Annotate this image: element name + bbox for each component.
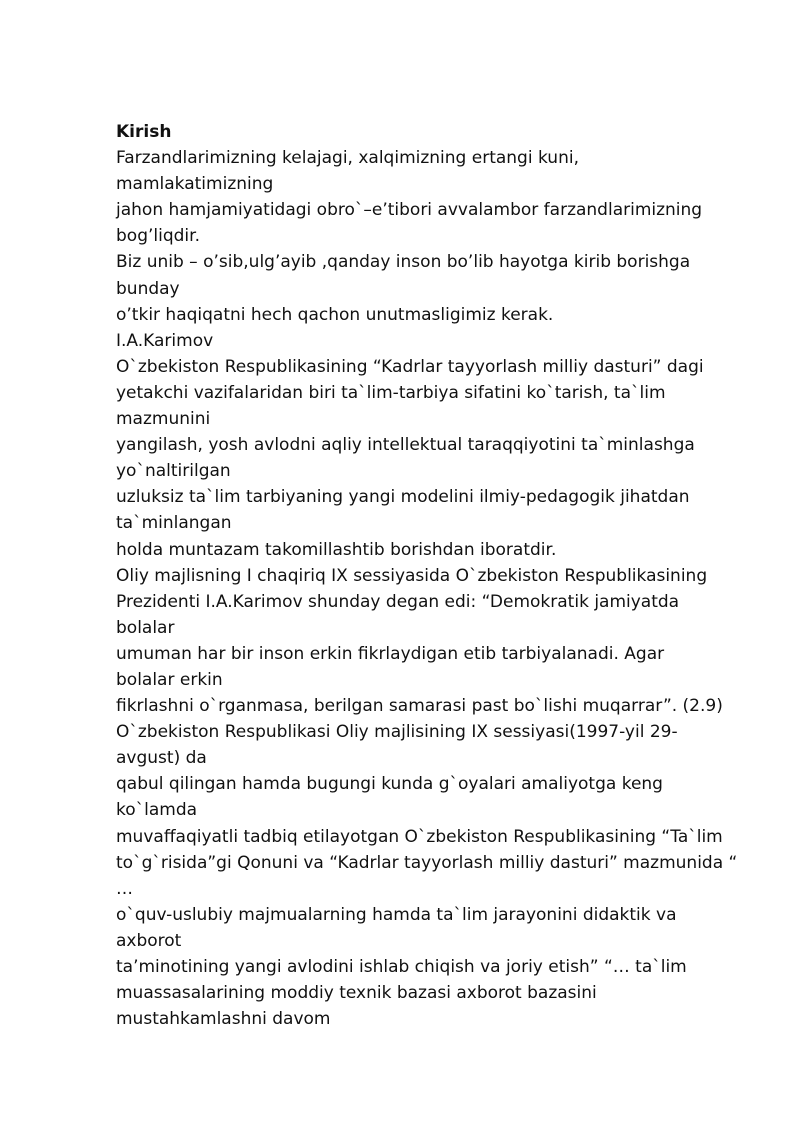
text-line: bolalar [116,617,175,638]
text-line: qabul qilingan hamda bugungi kunda g`oyalari amaliyotga keng [116,774,663,795]
text-line: o`quv-uslubiy majmualarning hamda ta`lim jarayonini didaktik va [116,904,677,925]
document-body [116,119,756,1032]
section-heading: Kirish [116,122,172,142]
text-line: uzluksiz ta`lim tarbiyaning yangi modelini ilmiy-pedagogik jihatdan [116,487,690,508]
text-line: muvaffaqiyatli tadbiq etilayotgan O`zbekiston Respublikasining “Ta`lim [116,826,723,847]
text-line: yetakchi vazifalaridan biri ta`lim-tarbiya sifatini ko`tarish, ta`lim [116,382,666,403]
text-line: to`g`risida”gi Qonuni va “Kadrlar tayyorlash milliy dasturi” mazmunida “ [116,852,738,873]
author-attribution: I.A.Karimov [116,330,214,351]
text-line: ta`minlangan [116,513,232,534]
text-line: ko`lamda [116,800,198,821]
text-line: yo`naltirilgan [116,461,231,482]
text-line: ta’minotining yangi avlodini ishlab chiqish va joriy etish” “… ta`lim [116,957,687,977]
text-line: … [116,878,133,899]
text-line: bolalar erkin [116,669,223,690]
text-line: O`zbekiston Respublikasining “Kadrlar tayyorlash milliy dasturi” dagi [116,356,704,377]
text-line: fikrlashni o`rganmasa, berilgan samarasi past bo`lishi muqarrar”. (2.9) [116,696,723,717]
text-line: umuman har bir inson erkin fikrlaydigan etib tarbiyalanadi. Agar [116,643,665,664]
text-line: axborot [116,930,182,951]
text-line: jahon hamjamiyatidagi obro`–e’tibori avvalambor farzandlarimizning [116,200,703,221]
text-line: Farzandlarimizning kelajagi, xalqimizning ertangi kuni, [116,148,579,169]
text-line: avgust) da [116,748,207,769]
text-line: Prezidenti I.A.Karimov shunday degan edi: “Demokratik jamiyatda [116,591,680,612]
text-line: mamlakatimizning [116,174,274,195]
text-line: yangilash, yosh avlodni aqliy intellektual taraqqiyotini ta`minlashga [116,435,695,456]
text-line: O`zbekiston Respublikasi Oliy majlisining IX sessiyasi(1997-yil 29- [116,722,678,743]
text-line: o’tkir haqiqatni hech qachon unutmasligimiz kerak. [116,304,554,325]
text-line: muassasalarining moddiy texnik bazasi axborot bazasini [116,983,597,1004]
text-line: holda muntazam takomillashtib borishdan iboratdir. [116,539,557,560]
text-line: mustahkamlashni davom [116,1009,331,1030]
text-line: bunday [116,278,180,299]
text-line: bog’liqdir. [116,226,200,247]
text-line: Oliy majlisning I chaqiriq IX sessiyasida O`zbekiston Respublikasining [116,565,708,586]
text-line: Biz unib – o’sib,ulg’ayib ,qanday inson bo’lib hayotga kirib borishga [116,252,691,273]
text-line: mazmunini [116,409,211,430]
